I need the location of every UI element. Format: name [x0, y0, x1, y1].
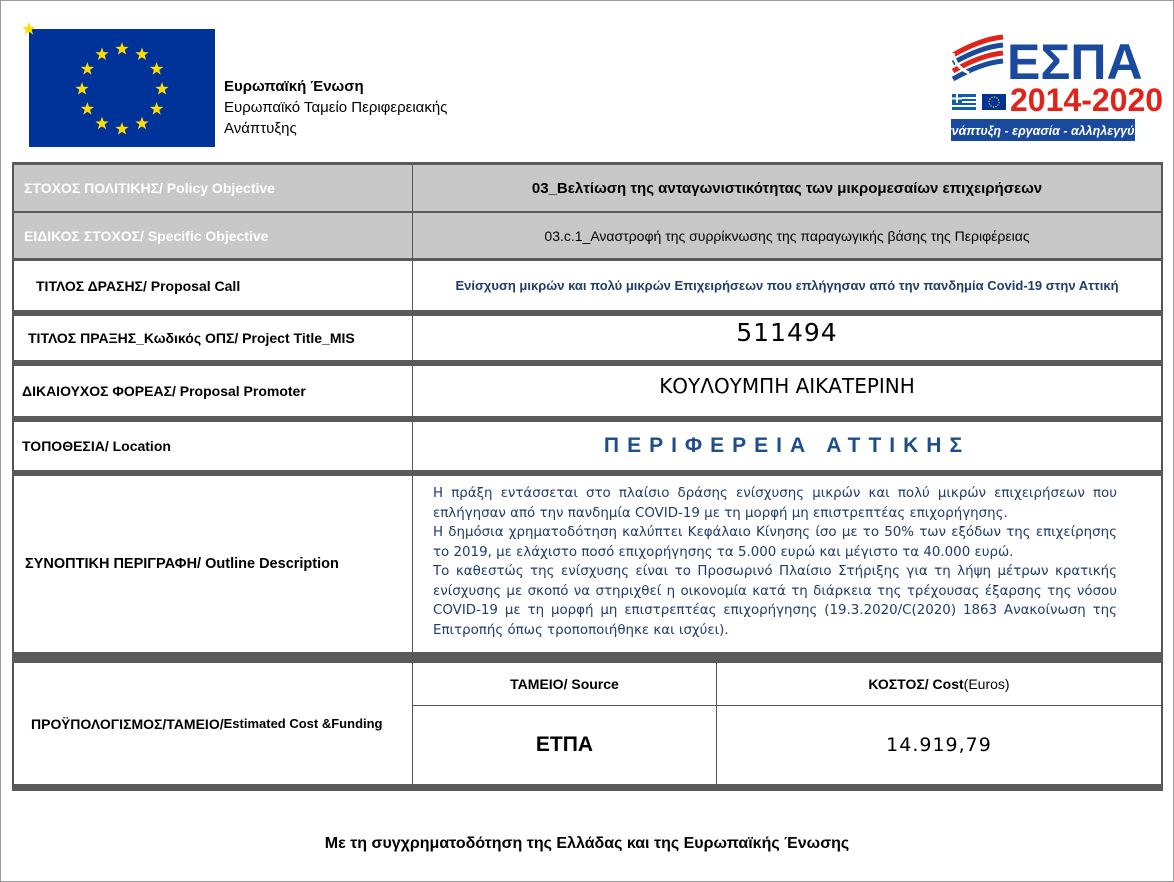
budget-values [413, 663, 1163, 784]
specific-objective-value [413, 213, 1163, 258]
eu-flag-logo [29, 29, 215, 147]
policy-objective-text: 03_Βελτίωση της ανταγωνιστικότητας των μικρομεσαίων επιχειρήσεων [531, 179, 1043, 197]
outline-description-value [413, 476, 1163, 652]
source-value [413, 706, 717, 784]
project-mis-label: ΤΙΤΛΟΣ ΠΡΑΞΗΣ_Κωδικός ΟΠΣ/ Project Title_MIS [12, 316, 413, 360]
proposal-call-value [413, 261, 1163, 310]
specific-objective-row [12, 213, 1163, 258]
proposal-call-row [12, 261, 1163, 310]
cofunding-footer: Με τη συγχρηματοδότηση της Ελλάδας και της Ευρωπαϊκής Ένωσης [324, 835, 850, 852]
cost-amount: 14.919,79 [886, 734, 992, 756]
location-label: ΤΟΠΟΘΕΣΙΑ/ Location [12, 422, 413, 470]
source-header: ΤΑΜΕΙΟ/ Source [413, 663, 717, 706]
specific-objective-label: ΕΙΔΙΚΟΣ ΣΤΟΧΟΣ/ Specific Objective [12, 213, 413, 258]
location-row [12, 422, 1163, 470]
specific-objective-text: 03.c.1_Αναστροφή της συρρίκνωσης της παραγωγικής βάσης της Περιφέρειας [544, 227, 1030, 244]
outline-description-text [413, 476, 1161, 648]
outline-description-row [12, 476, 1163, 652]
policy-objective-label: ΣΤΟΧΟΣ ΠΟΛΙΤΙΚΗΣ/ Policy Objective [12, 165, 413, 211]
policy-objective-value [413, 165, 1163, 211]
project-info-table [12, 162, 1163, 792]
eu-fund-text [224, 76, 447, 139]
budget-label-greek: ΠΡΟΫΠΟΛΟΓΙΣΜΟΣ/ΤΑΜΕΙΟ/ [31, 715, 224, 732]
table-bottom-border [12, 784, 1163, 791]
budget-label [12, 663, 413, 784]
source-fund-name: ΕΤΠΑ [535, 733, 594, 756]
erdf-name-line2: Ανάπτυξης [224, 120, 297, 137]
project-mis-value [413, 316, 1163, 360]
budget-row [12, 663, 1163, 784]
project-mis-row [12, 316, 1163, 360]
location-text: ΠΕΡΙΦΕΡΕΙΑ ΑΤΤΙΚΗΣ [603, 434, 971, 457]
eu-stars-icon [29, 29, 215, 147]
outline-paragraph: Η πράξη εντάσσεται στο πλαίσιο δράσης ενίσχυσης μικρών και πολύ μικρών επιχειρήσεων που επλήγησαν από την πανδημία COVID-19 με τη μορφή μη επιστρεπτέας επιχορήγησης. [433, 486, 1117, 521]
erdf-name-line1: Ευρωπαϊκό Ταμείο Περιφερειακής [224, 99, 448, 116]
svg-text:ανάπτυξη - εργασία - αλληλεγγύ: ανάπτυξη - εργασία - αλληλεγγύη [943, 124, 1143, 138]
policy-objective-row [12, 165, 1163, 211]
svg-text:2014-2020: 2014-2020 [1010, 82, 1164, 118]
outline-description-label: ΣΥΝΟΠΤΙΚΗ ΠΕΡΙΓΡΑΦΗ/ Outline Description [12, 476, 413, 652]
eu-name: Ευρωπαϊκή Ένωση [224, 78, 364, 95]
proposal-call-text: Ενίσχυση μικρών και πολύ μικρών Επιχειρήσεων που επλήγησαν από την πανδημία Covid-19 στην Αττική [455, 278, 1119, 293]
svg-text:ΕΣΠΑ: ΕΣΠΑ [1007, 34, 1143, 90]
espa-logo [943, 31, 1164, 143]
outline-paragraph: Η δημόσια χρηματοδότηση καλύπτει Κεφάλαιο Κίνησης ίσο με το 50% των εξόδων της επιχείρησης το 2019, με ελάχιστο ποσό επιχορήγησης τα 5.000 ευρώ και μέγιστο τα 40.000 ευρώ. [433, 525, 1117, 560]
outline-paragraph: Το καθεστώς της ενίσχυσης είναι το Προσωρινό Πλαίσιο Στήριξης για τη λήψη μέτρων κρατικής ενίσχυσης με σκοπό να στηριχθεί η οικονομία κατά τη διάρκεια της τρέχουσας έξαρσης της νόσου COVID-19 με τη μορφή μη επιστρεπτέας επιχορήγησης (19.3.2020/C(2020) 1863 Ανακοίνωση της Επιτροπής όπως τροποποιήθηκε και ισχύει). [433, 564, 1117, 638]
cost-header [717, 663, 1161, 706]
cost-header-unit: (Euros) [963, 676, 1010, 692]
cost-value [717, 706, 1161, 784]
row-divider [12, 652, 1163, 663]
promoter-value [413, 366, 1163, 416]
promoter-row [12, 366, 1163, 416]
proposal-call-label: ΤΙΤΛΟΣ ΔΡΑΣΗΣ/ Proposal Call [12, 261, 413, 310]
promoter-name: ΚΟΥΛΟΥΜΠΗ ΑΙΚΑΤΕΡΙΝΗ [659, 374, 915, 398]
location-value [413, 422, 1163, 470]
project-mis-code: 511494 [736, 318, 838, 347]
promoter-label: ΔΙΚΑΙΟΥΧΟΣ ΦΟΡΕΑΣ/ Proposal Promoter [12, 366, 413, 416]
cost-header-label: ΚΟΣΤΟΣ/ Cost [868, 676, 964, 692]
budget-label-english: Estimated Cost &Funding [223, 716, 383, 731]
